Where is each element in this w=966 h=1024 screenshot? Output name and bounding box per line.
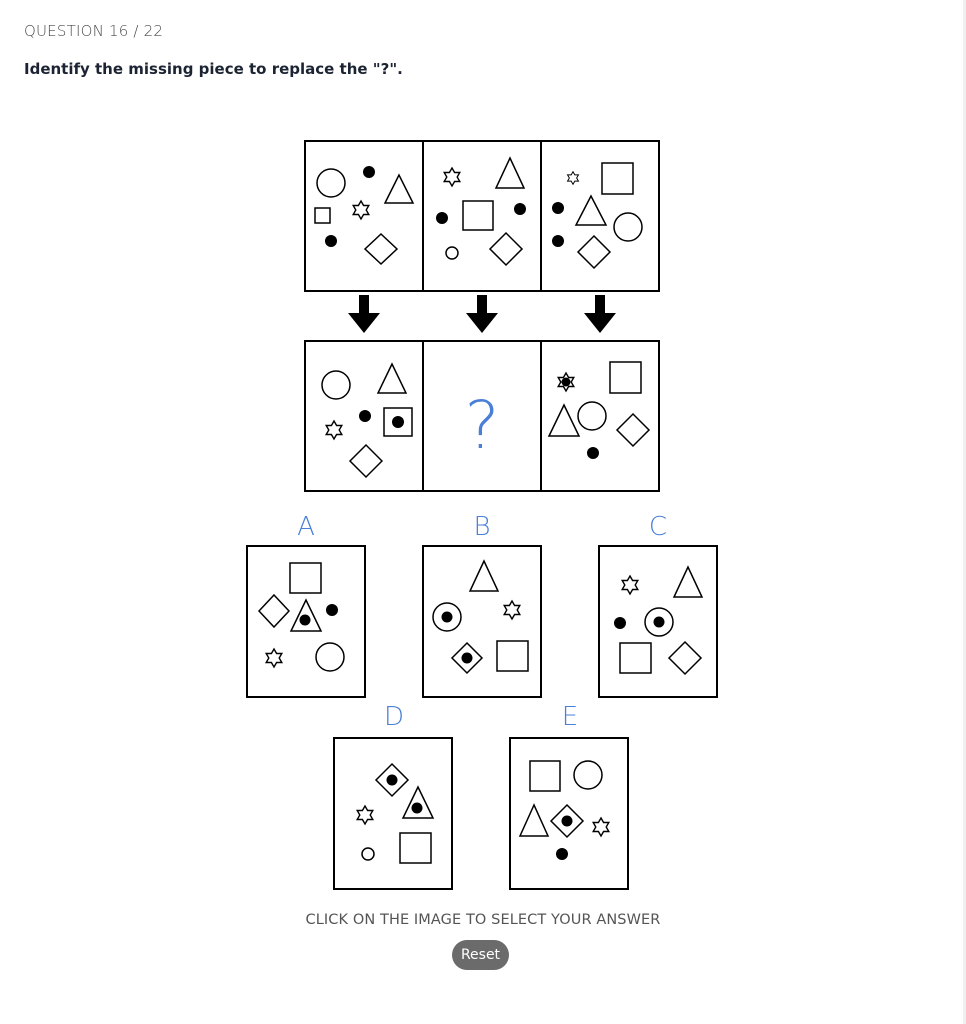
down-arrow-icon bbox=[584, 295, 616, 333]
option-b-letter: B bbox=[473, 512, 491, 542]
question-counter: QUESTION 16 / 22 bbox=[24, 22, 164, 40]
transform-arrows bbox=[348, 295, 616, 333]
option-e-letter: E bbox=[561, 702, 579, 732]
option-a-letter: A bbox=[297, 512, 315, 542]
down-arrow-icon bbox=[466, 295, 498, 333]
question-prompt: Identify the missing piece to replace the "?". bbox=[24, 60, 403, 78]
option-e-image[interactable] bbox=[509, 737, 631, 891]
option-d-image[interactable] bbox=[333, 737, 455, 891]
option-d-letter: D bbox=[383, 702, 405, 732]
option-c-letter: C bbox=[648, 512, 668, 542]
answer-instruction: CLICK ON THE IMAGE TO SELECT YOUR ANSWER bbox=[305, 912, 661, 928]
option-c-image[interactable] bbox=[598, 545, 720, 699]
down-arrow-icon bbox=[348, 295, 380, 333]
puzzle-figure bbox=[304, 140, 662, 492]
option-a-image[interactable] bbox=[246, 545, 368, 699]
reset-button[interactable]: Reset bbox=[452, 940, 509, 970]
option-b-image[interactable] bbox=[422, 545, 544, 699]
missing-piece-marker: ? bbox=[464, 387, 500, 464]
